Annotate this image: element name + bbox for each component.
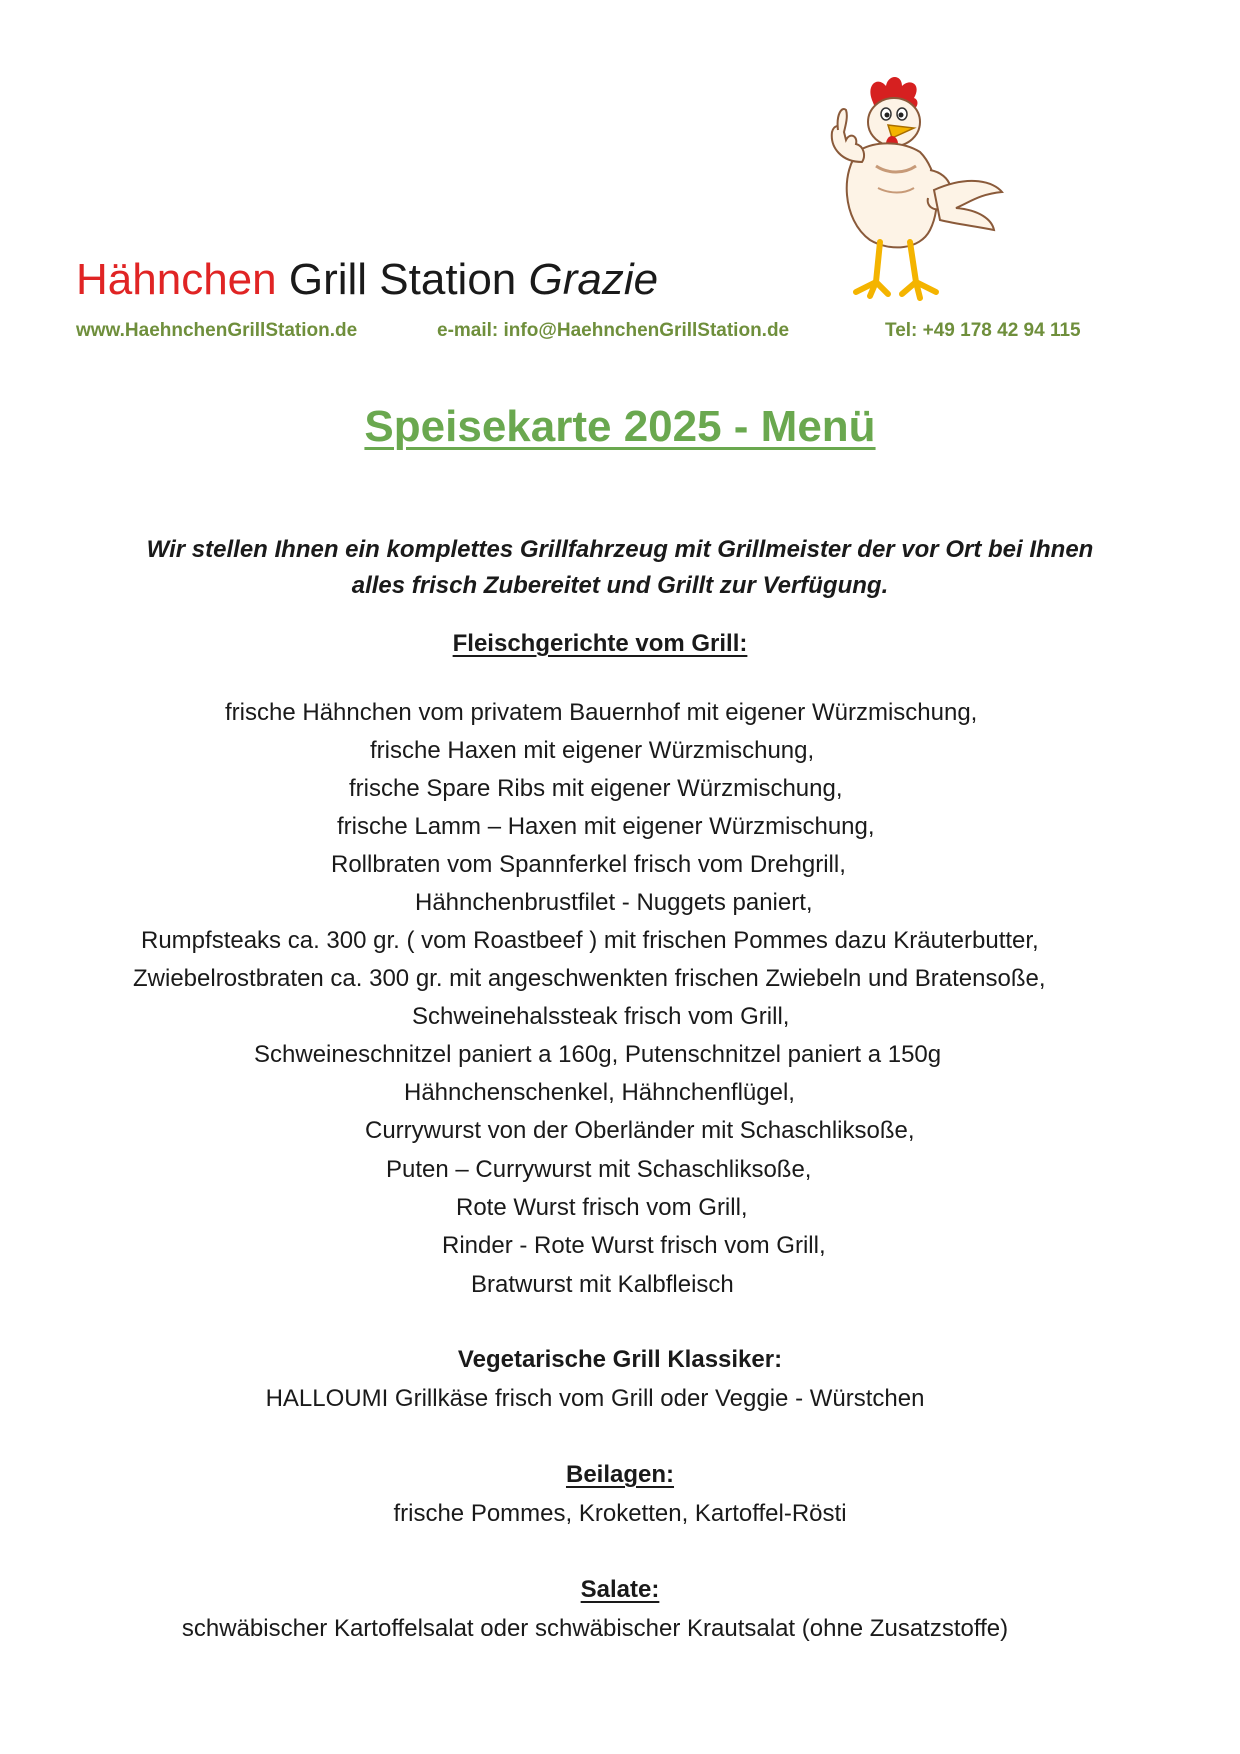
menu-item: frische Hähnchen vom privatem Bauernhof mit eigener Würzmischung,	[225, 699, 978, 726]
website-link[interactable]: www.HaehnchenGrillStation.de	[76, 320, 358, 341]
meat-section-heading: Fleischgerichte vom Grill:	[452, 630, 748, 657]
intro-text	[100, 532, 1140, 604]
sides-text: frische Pommes, Kroketten, Kartoffel-Rösti	[393, 1500, 847, 1527]
vegetarian-text: HALLOUMI Grillkäse frisch vom Grill oder Veggie - Würstchen	[265, 1385, 925, 1412]
menu-item: Currywurst von der Oberländer mit Schaschliksoße,	[365, 1117, 915, 1144]
salads-text: schwäbischer Kartoffelsalat oder schwäbischer Krautsalat (ohne Zusatzstoffe)	[181, 1615, 1009, 1642]
menu-item: Rote Wurst frisch vom Grill,	[456, 1194, 748, 1221]
phone-number[interactable]: Tel: +49 178 42 94 115	[885, 320, 1081, 341]
page-title: Speisekarte 2025 - Menü	[364, 402, 876, 451]
menu-item: Bratwurst mit Kalbfleisch	[471, 1271, 734, 1298]
chicken-mascot-icon	[780, 70, 1010, 305]
menu-item: Hähnchenbrustfilet - Nuggets paniert,	[415, 889, 813, 916]
email-link[interactable]: e-mail: info@HaehnchenGrillStation.de	[437, 320, 790, 341]
menu-item: frische Haxen mit eigener Würzmischung,	[370, 737, 815, 764]
menu-item: Hähnchenschenkel, Hähnchenflügel,	[404, 1079, 795, 1106]
brand-name-italic: Grazie	[528, 255, 659, 304]
menu-item: frische Lamm – Haxen mit eigener Würzmischung,	[337, 813, 875, 840]
intro-line-2: alles frisch Zubereitet und Grillt zur Verfügung.	[351, 572, 889, 599]
menu-item: Schweinehalssteak frisch vom Grill,	[412, 1003, 790, 1030]
menu-item: Rumpfsteaks ca. 300 gr. ( vom Roastbeef ) mit frischen Pommes dazu Kräuterbutter,	[141, 927, 1039, 954]
brand-title	[76, 252, 658, 308]
menu-item: Puten – Currywurst mit Schaschliksoße,	[386, 1156, 812, 1183]
menu-item: Zwiebelrostbraten ca. 300 gr. mit angeschwenkten frischen Zwiebeln und Bratensoße,	[133, 965, 1046, 992]
menu-item: Schweineschnitzel paniert a 160g, Putenschnitzel paniert a 150g	[254, 1041, 942, 1068]
brand-name-black: Grill Station	[288, 255, 517, 304]
salads-section-heading: Salate:	[580, 1576, 660, 1603]
menu-item: frische Spare Ribs mit eigener Würzmischung,	[349, 775, 843, 802]
sides-section-heading: Beilagen:	[565, 1461, 675, 1488]
menu-item: Rollbraten vom Spannferkel frisch vom Drehgrill,	[331, 851, 846, 878]
menu-item: Rinder - Rote Wurst frisch vom Grill,	[442, 1232, 826, 1259]
intro-line-1: Wir stellen Ihnen ein komplettes Grillfahrzeug mit Grillmeister der vor Ort bei Ihnen	[146, 536, 1094, 563]
vegetarian-section-heading: Vegetarische Grill Klassiker:	[457, 1346, 783, 1373]
brand-name-red: Hähnchen	[76, 255, 277, 304]
